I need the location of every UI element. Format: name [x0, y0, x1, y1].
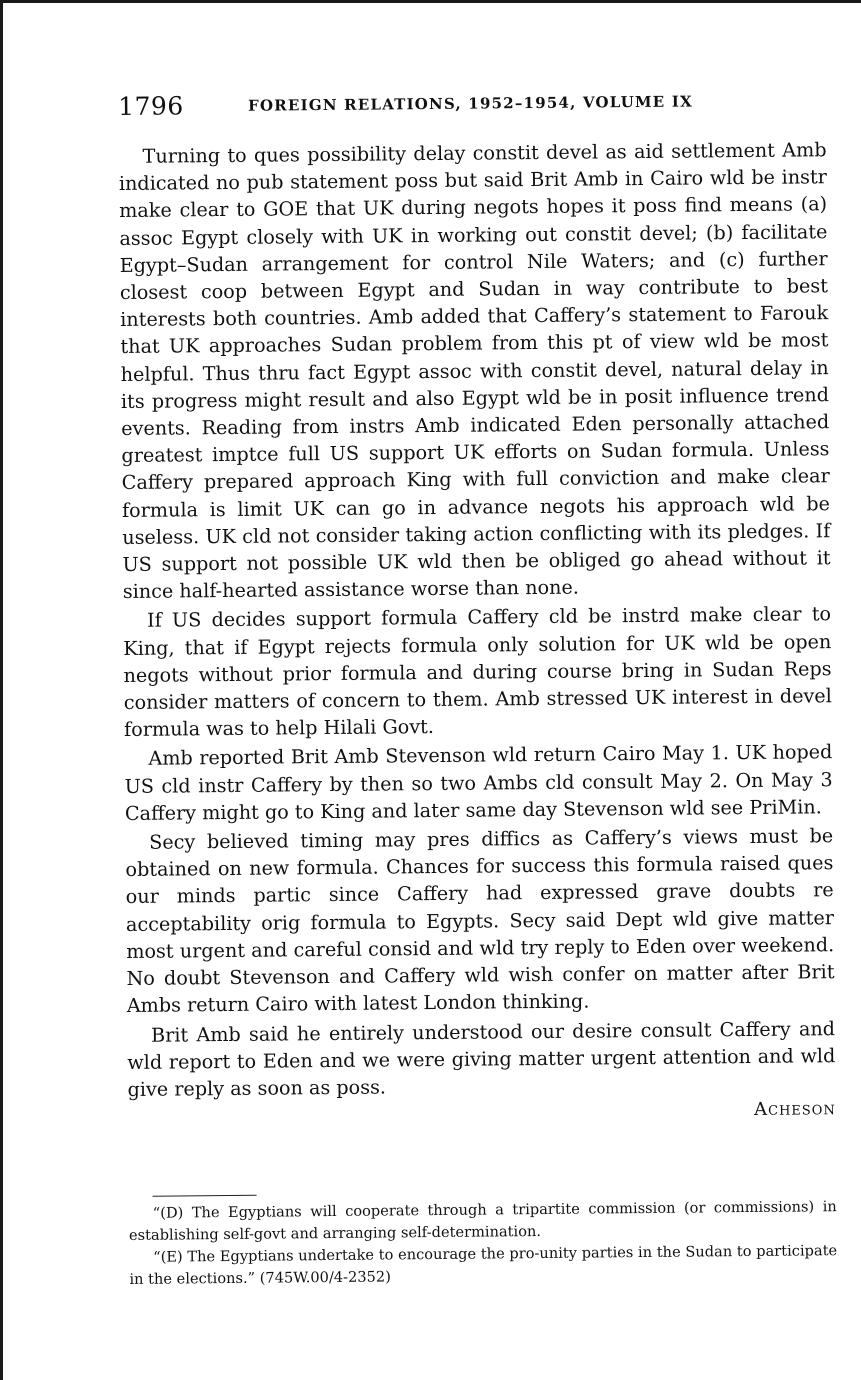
- document-page: [118, 85, 837, 1291]
- paragraph: Brit Amb said he entirely understood our desire consult Caffery and wld report to Eden and we were giving matter urgent attention and wld give reply as soon as poss.: [127, 1016, 836, 1101]
- page-number: 1796: [118, 91, 184, 121]
- paragraph: Amb reported Brit Amb Stevenson wld return Cairo May 1. UK hoped US cld instr Caffery by then so two Ambs cld consult May 2. On May 3 Caffery might go to King and later same day Stevenson wld see PriMin.: [124, 740, 833, 825]
- body-text: [118, 136, 835, 1126]
- signature: Acheson: [753, 1098, 836, 1121]
- footnote-divider: [153, 1195, 257, 1197]
- running-head: FOREIGN RELATIONS, 1952–1954, VOLUME IX: [248, 92, 693, 115]
- paragraph: If US decides support formula Caffery cld be instrd make clear to King, that if Egypt rejects formula only solution for UK wld be open negots without prior formula and during course bring in Sudan Reps consider matters of concern to them. Amb stressed UK interest in devel formula was to help Hilali Govt.: [123, 602, 832, 742]
- scan-border-left: [0, 0, 3, 1380]
- page-header: [118, 85, 826, 132]
- footnote: “(E) The Egyptians undertake to encourage the pro-unity parties in the Sudan to participate in the elections.” (745W.00/4-2352): [129, 1242, 838, 1289]
- paragraph: Turning to ques possibility delay constit devel as aid settlement Amb indicated no pub statement poss but said Brit Amb in Cairo wld be instr make clear to GOE that UK during negots hopes it poss find means (a) assoc Egypt closely with UK in working out constit devel; (b) facilitate Egypt–Sudan arrangement for control Nile Waters; and (c) further closest coop between Egypt and Sudan in way contribute to best interests both countries. Amb added that Caffery’s statement to Farouk that UK approaches Sudan problem from this pt of view wld be most helpful. Thus thru fact Egypt assoc with constit devel, natural delay in its progress might result and also Egypt wld be in posit influence trend events. Reading from instrs Amb indicated Eden personally attached greatest imptce full US support UK efforts on Sudan formula. Unless Caffery prepared approach King with full conviction and make clear formula is limit UK can go in advance negots his approach wld be useless. UK cld not consider taking action conflicting with its pledges. If US support not possible UK wld then be obliged go ahead without it since half-hearted assistance worse than none.: [118, 138, 831, 604]
- footnote: “(D) The Egyptians will cooperate through a tripartite commission (or commissions) in establishing self-govt and arranging self-determination.: [128, 1198, 837, 1245]
- footnotes: [129, 1196, 838, 1291]
- scan-border-top: [0, 0, 861, 3]
- paragraph: Secy believed timing may pres diffics as Caffery’s views must be obtained on new formula. Chances for success this formula raised ques our minds partic since Caffery had expressed grave doubts re acceptability orig formula to Egypts. Secy said Dept wld give matter most urgent and careful consid and wld try reply to Eden over weekend. No doubt Stevenson and Caffery wld wish confer on matter after Brit Ambs return Cairo with latest London thinking.: [125, 824, 835, 1018]
